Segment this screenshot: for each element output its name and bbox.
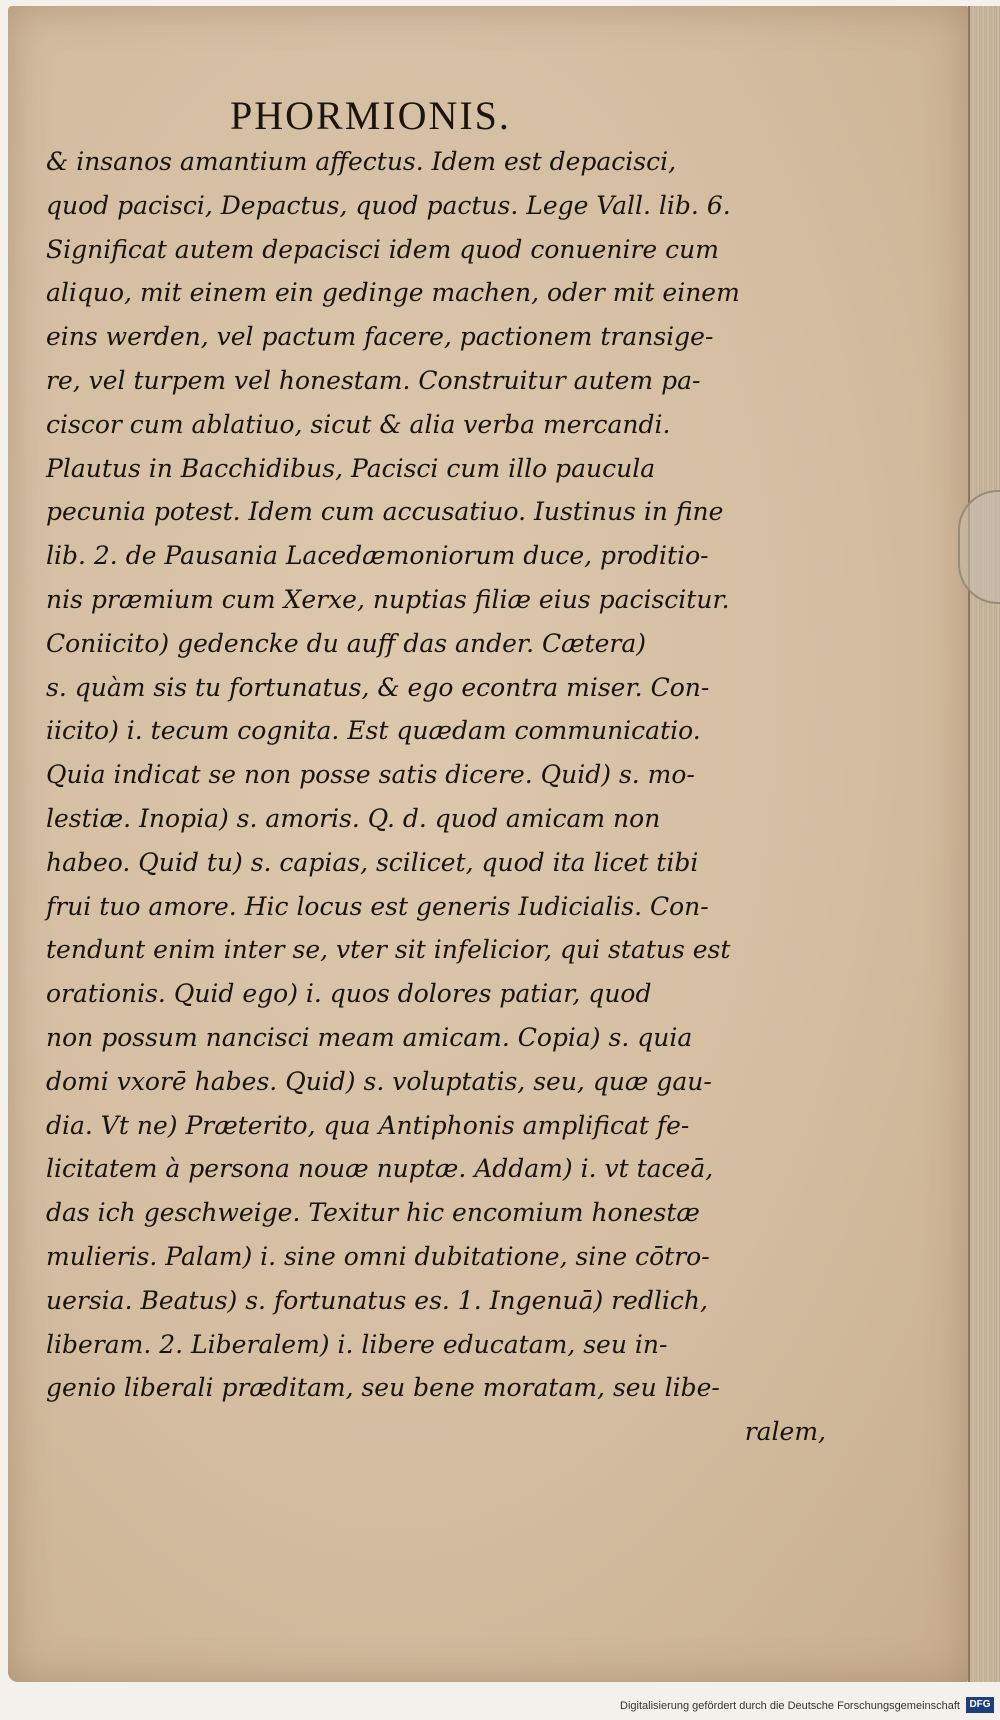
book-page-edges <box>968 6 1000 1682</box>
text-line: eins werden, vel pactum facere, pactionem transige- <box>46 322 714 352</box>
text-line: liberam. 2. Liberalem) i. libere educatam, seu in- <box>46 1329 668 1359</box>
text-line: licitatem à persona nouæ nuptæ. Addam) i. vt taceā, <box>46 1154 714 1184</box>
text-line: aliquo, mit einem ein gedinge machen, oder mit einem <box>46 278 740 308</box>
text-line: Significat autem depacisci idem quod conuenire cum <box>46 234 719 264</box>
text-line: lib. 2. de Pausania Lacedæmoniorum duce, proditio- <box>46 541 709 571</box>
text-line: habeo. Quid tu) s. capias, scilicet, quod ita licet tibi <box>46 847 699 877</box>
footer-bar <box>0 1682 1000 1720</box>
text-line: tendunt enim inter se, vter sit infelicior, qui status est <box>46 935 731 965</box>
text-line: lestiæ. Inopia) s. amoris. Q. d. quod amicam non <box>46 803 661 833</box>
text-line: re, vel turpem vel honestam. Construitur autem pa- <box>46 365 701 395</box>
text-line: orationis. Quid ego) i. quos dolores patiar, quod <box>46 979 652 1009</box>
catchword: ralem, <box>744 1417 826 1447</box>
text-line: & insanos amantium affectus. Idem est depacisci, <box>46 147 677 176</box>
running-header: PHORMIONIS. <box>230 93 511 138</box>
text-line: Plautus in Bacchidibus, Pacisci cum illo paucula <box>46 453 656 483</box>
commentary-text <box>46 140 826 1454</box>
text-line: das ich geschweige. Texitur hic encomium honestæ <box>46 1198 700 1228</box>
text-line: uersia. Beatus) s. fortunatus es. 1. Ingenuā) redlich, <box>46 1285 708 1315</box>
funding-credit: Digitalisierung gefördert durch die Deutsche Forschungsgemeinschaft <box>620 1700 960 1712</box>
text-line: s. quàm sis tu fortunatus, & ego econtra miser. Con- <box>46 672 710 702</box>
text-line: genio liberali præditam, seu bene moratam, seu libe- <box>46 1373 720 1403</box>
text-line: iicito) i. tecum cognita. Est quædam communicatio. <box>46 716 701 746</box>
text-line: pecunia potest. Idem cum accusatiuo. Iustinus in fine <box>46 497 724 527</box>
text-line: nis præmium cum Xerxe, nuptias filiæ eius paciscitur. <box>46 584 730 614</box>
text-line: non possum nancisci meam amicam. Copia) s. quia <box>46 1022 693 1052</box>
text-line: frui tuo amore. Hic locus est generis Iudicialis. Con- <box>46 891 709 921</box>
dfg-logo: DFG <box>966 1697 994 1713</box>
text-line: Quia indicat se non posse satis dicere. Quid) s. mo- <box>46 760 695 790</box>
text-line: dia. Vt ne) Præterito, qua Antiphonis amplificat fe- <box>46 1110 690 1140</box>
book-clasp <box>958 490 1000 604</box>
text-line: mulieris. Palam) i. sine omni dubitatione, sine cōtro- <box>46 1241 710 1271</box>
text-line: quod pacisci, Depactus, quod pactus. Lege Vall. lib. 6. <box>46 190 731 220</box>
text-line: ciscor cum ablatiuo, sicut & alia verba mercandi. <box>46 409 671 439</box>
text-line: Coniicito) gedencke du auff das ander. Cætera) <box>46 628 647 658</box>
text-line: domi vxorē habes. Quid) s. voluptatis, seu, quæ gau- <box>46 1066 712 1096</box>
